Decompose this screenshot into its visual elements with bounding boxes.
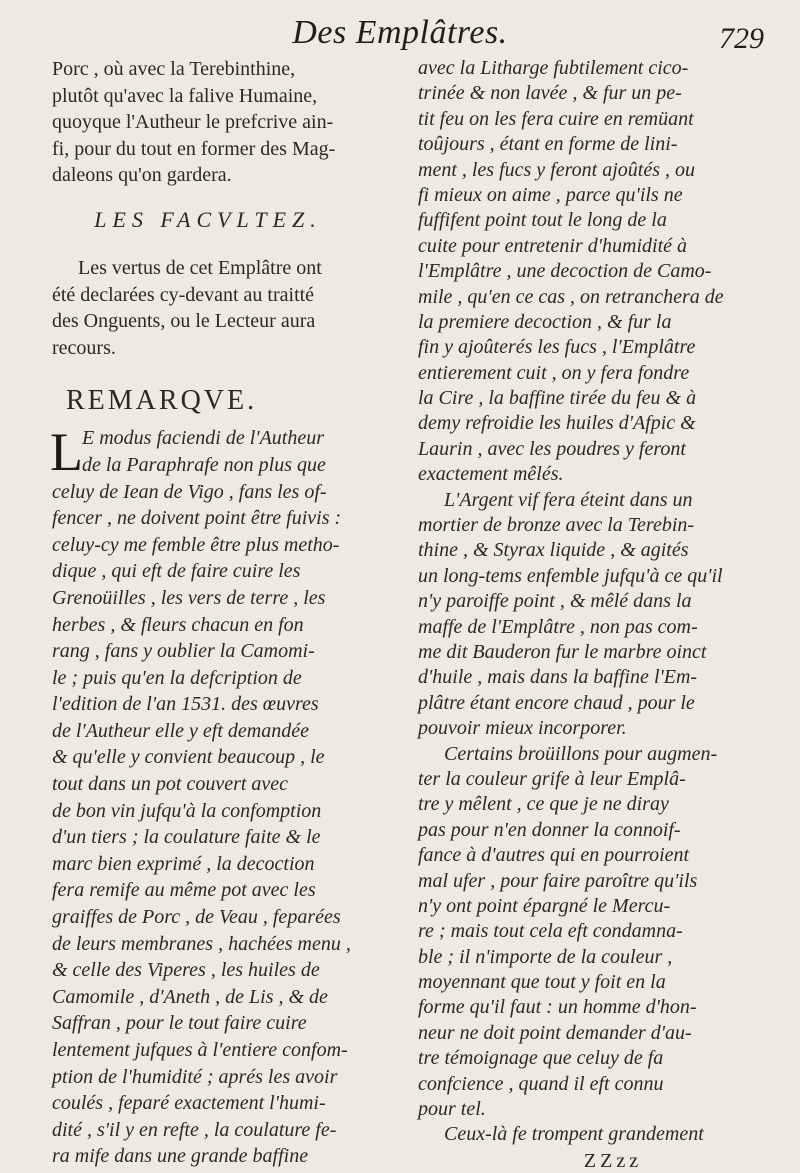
text-line: ment , les fucs y feront ajoûtés , ou [418,158,695,181]
text-line: fera remife au même pot avec les [52,879,316,902]
text-line: lentement jufques à l'entiere confom- [52,1039,348,1061]
text-line: n'y ont point épargné le Mercu- [418,894,671,917]
facultez-paragraph [52,255,364,361]
text-line: recours. [52,336,116,359]
running-head: Des Emplâtres. [292,14,508,51]
text-line: n'y paroiffe point , & mêlé dans la [418,590,692,613]
text-line: des Onguents, ou le Lecteur aura [52,310,316,333]
text-line: pas pour n'en donner la connoif- [418,818,681,841]
text-line: cuite pour entretenir d'humidité à [418,234,688,257]
text-line: avec la Litharge fubtilement cico- [418,57,689,79]
text-line: Grenoüilles , les vers de terre , les [52,586,326,609]
text-line: la Cire , la baffine tirée du feu & à [418,387,697,410]
text-line: plutôt qu'avec la falive Humaine, [52,84,318,107]
remarque-paragraph [50,422,364,1170]
text-line: fance à d'autres qui en pourroient [418,844,690,867]
text-line: & qu'elle y convient beaucoup , le [52,746,325,769]
text-line: trinée & non lavée , & fur un pe- [418,82,682,105]
text-line: l'edition de l'an 1531. des œuvres [52,693,319,716]
text-line: celuy-cy me femble être plus metho- [52,533,340,556]
text-line: & celle des Viperes , les huiles de [52,959,320,982]
right-paragraph-4 [418,1122,768,1147]
text-line: thine , & Styrax liquide , & agités [418,539,689,562]
text-line: neur ne doit point demander d'au- [418,1021,692,1044]
text-line: me dit Bauderon fur le marbre oinct [418,640,707,663]
right-paragraph-1 [418,56,768,488]
text-line: Certains broüillons pour augmen- [444,742,718,765]
drop-cap: L [50,422,83,483]
page-number: 729 [719,22,764,55]
text-line: plâtre étant encore chaud , pour le [418,691,695,714]
text-line: mile , qu'en ce cas , on retranchera de [418,285,724,308]
text-line: Porc , où avec la Terebinthine, [52,58,296,80]
text-line: un long-tems enfemble jufqu'à ce qu'il [418,564,723,587]
text-line: herbes , & fleurs chacun en fon [52,613,304,636]
text-line: d'huile , mais dans la baffine l'Em- [418,666,698,689]
text-line: fi, pour du tout en former des Mag- [52,137,336,160]
text-line: ble ; il n'importe de la couleur , [418,945,673,968]
text-line: Laurin , avec les poudres y feront [418,437,686,460]
text-line: E modus faciendi de l'Autheur [82,427,325,450]
intro-paragraph [52,56,364,189]
heading-remarque: REMARQVE. [66,385,258,417]
signature-mark: ZZzz [583,1149,643,1172]
text-line: ption de l'humidité ; aprés les avoir [52,1065,338,1088]
text-line: tit feu on les fera cuire en remüant [418,107,694,130]
text-line: fencer , ne doivent point être fuivis : [52,507,342,530]
text-line: été declarées cy-devant au traitté [52,283,315,306]
text-line: confcience , quand il eft connu [418,1072,664,1095]
text-line: forme qu'il faut : un homme d'hon- [418,996,697,1019]
text-line: dique , qui eft de faire cuire les [52,560,301,583]
text-line: toûjours , étant en forme de lini- [418,133,678,156]
text-line: d'un tiers ; la coulature faite & le [52,826,321,849]
text-line: daleons qu'on gardera. [52,164,232,187]
text-line: Camomile , d'Aneth , de Lis , & de [52,985,328,1008]
text-line: entierement cuit , on y fera fondre [418,361,690,384]
text-line: exactement mêlés. [418,463,564,486]
text-line: ra mife dans une grande baffine [52,1145,309,1168]
text-line: maffe de l'Emplâtre , non pas com- [418,615,698,638]
text-line: L'Argent vif fera éteint dans un [444,488,693,511]
heading-facultez: LES FACVLTEZ. [94,206,322,232]
text-line: fuffifent point tout le long de la [418,209,667,232]
text-line: re ; mais tout cela eft condamna- [418,920,683,943]
text-line: Saffran , pour le tout faire cuire [52,1012,307,1035]
right-column [418,56,768,1173]
text-line: Les vertus de cet Emplâtre ont [78,256,322,279]
text-line: mal ufer , pour faire paroître qu'ils [418,869,698,892]
text-line: marc bien exprimé , la decoction [52,852,315,875]
text-line: pouvoir mieux incorporer. [418,717,627,740]
text-line: de la Paraphrafe non plus que [82,453,326,476]
text-line: coulés , feparé exactement l'humi- [52,1092,326,1115]
text-line: quoyque l'Autheur le prefcrive ain- [52,111,334,134]
text-line: dité , s'il y en refte , la coulature fe- [52,1118,337,1141]
text-line: graiffes de Porc , de Veau , feparées [52,906,341,929]
left-column [52,56,364,1170]
text-line: tre y mêlent , ce que je ne diray [418,793,669,816]
text-line: fin y ajoûterés les fucs , l'Emplâtre [418,336,696,359]
text-line: de l'Autheur elle y eft demandée [52,719,309,742]
right-paragraph-2 [418,488,768,742]
text-line: mortier de bronze avec la Terebin- [418,514,695,537]
text-line: rang , fans y oublier la Camomi- [52,640,315,663]
text-line: tout dans un pot couvert avec [52,773,289,796]
text-line: l'Emplâtre , une decoction de Camo- [418,260,712,283]
text-line: la premiere decoction , & fur la [418,310,672,333]
text-line: Ceux-là fe trompent grandement [444,1123,704,1146]
text-line: pour tel. [418,1098,486,1121]
text-line: demy refroidie les huiles d'Afpic & [418,412,696,435]
text-line: celuy de Iean de Vigo , fans les of- [52,480,327,503]
right-paragraph-3 [418,742,768,1123]
text-line: fi mieux on aime , parce qu'ils ne [418,183,683,206]
text-line: moyennant que tout y foit en la [418,971,666,994]
text-line: le ; puis qu'en la defcription de [52,666,302,689]
text-line: de bon vin jufqu'à la confomption [52,799,322,822]
text-line: de leurs membranes , hachées menu , [52,932,351,955]
text-line: tre témoignage que celuy de fa [418,1047,664,1070]
text-line: ter la couleur grife à leur Emplâ- [418,767,686,790]
